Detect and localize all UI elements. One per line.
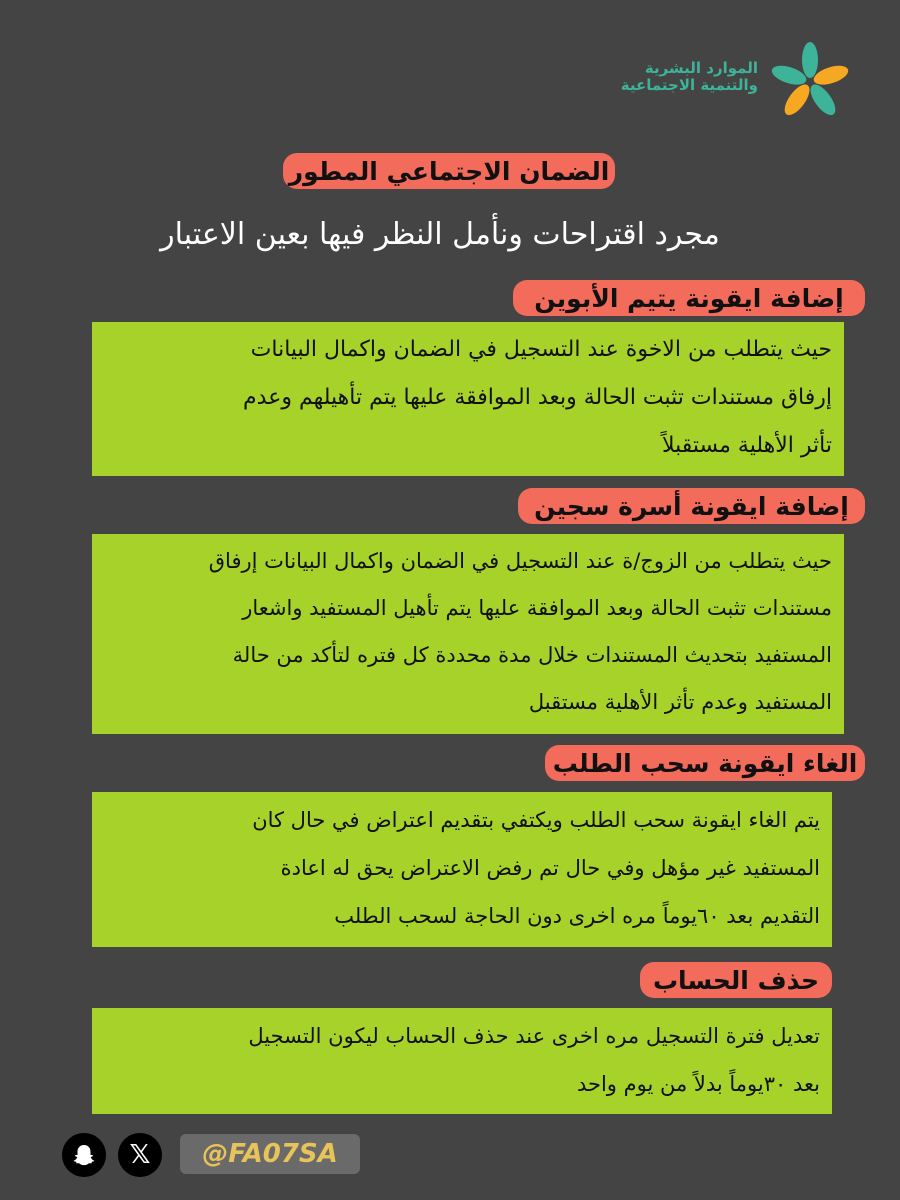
subtitle: مجرد اقتراحات ونأمل النظر فيها بعين الاعتبار (160, 217, 720, 252)
x-icon[interactable] (118, 1133, 162, 1177)
section-line: تعديل فترة التسجيل مره اخرى عند حذف الحساب ليكون التسجيل (248, 1024, 820, 1048)
section-line: بعد ٣٠يوماً بدلاً من يوم واحد (576, 1072, 820, 1096)
section-line: تأثر الأهلية مستقبلاً (662, 433, 832, 458)
section-body-cancel-withdraw (92, 792, 832, 947)
logo-line-2: والتنمية الاجتماعية (620, 76, 758, 94)
section-body-prisoner-family (92, 534, 844, 734)
section-body-delete-account (92, 1008, 832, 1114)
section-heading-cancel-withdraw: الغاء ايقونة سحب الطلب (545, 745, 865, 781)
section-line: حيث يتطلب من الزوج/ة عند التسجيل في الضمان واكمال البيانات إرفاق (208, 549, 832, 573)
section-body-orphan (92, 322, 844, 476)
section-heading-delete-account: حذف الحساب (640, 962, 832, 998)
section-line: يتم الغاء ايقونة سحب الطلب ويكتفي بتقديم اعتراض في حال كان (252, 808, 820, 832)
section-heading-prisoner-family: إضافة ايقونة أسرة سجين (518, 488, 865, 524)
social-handle[interactable]: @FA07SA (180, 1134, 360, 1174)
x-glyph: 𝕏 (129, 1140, 151, 1170)
logo-text (620, 59, 758, 94)
ministry-logo-icon (762, 42, 862, 122)
section-line: المستفيد بتحديث المستندات خلال مدة محددة كل فتره لتأكد من حالة (232, 643, 832, 667)
logo-line-1: الموارد البشرية (644, 59, 758, 77)
page-title: الضمان الاجتماعي المطور (283, 153, 615, 189)
section-line: إرفاق مستندات تثبت الحالة وبعد الموافقة عليها يتم تأهيلهم وعدم (243, 385, 832, 410)
section-heading-orphan: إضافة ايقونة يتيم الأبوين (513, 280, 865, 316)
section-line: مستندات تثبت الحالة وبعد الموافقة عليها يتم تأهيل المستفيد واشعار (242, 596, 832, 620)
snapchat-icon[interactable] (62, 1133, 106, 1177)
section-line: حيث يتطلب من الاخوة عند التسجيل في الضمان واكمال البيانات (250, 337, 832, 362)
section-line: المستفيد وعدم تأثر الأهلية مستقبل (528, 690, 832, 714)
section-line: المستفيد غير مؤهل وفي حال تم رفض الاعتراض يحق له اعادة (280, 856, 820, 880)
section-line: التقديم بعد ٦٠يوماً مره اخرى دون الحاجة لسحب الطلب (334, 904, 820, 928)
